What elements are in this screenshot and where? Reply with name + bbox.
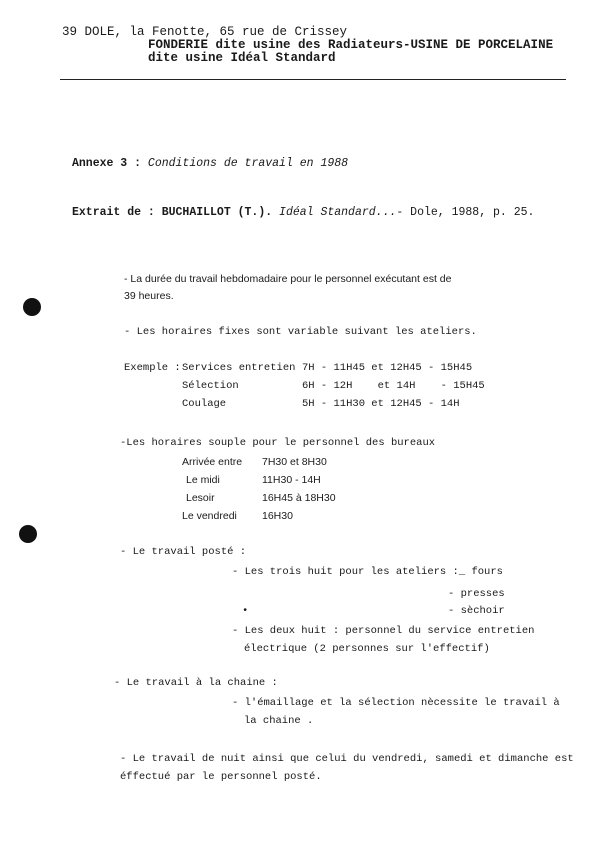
paragraph-flex-hours: -Les horaires souple pour le personnel des bureaux xyxy=(120,437,436,449)
presses-item: - presses xyxy=(448,588,505,600)
extract-suffix: - Dole, 1988, p. 25. xyxy=(396,206,535,219)
flex-row-hours: 7H30 et 8H30 xyxy=(262,456,327,468)
two-eight-line-1: - Les deux huit : personnel du service entretien xyxy=(232,625,535,637)
sechoir-item: - sèchoir xyxy=(448,605,505,617)
two-eight-line-2: électrique (2 personnes sur l'effectif) xyxy=(244,643,490,655)
annex-heading xyxy=(72,157,348,170)
chain-work-line-1: - l'émaillage et la sélection nècessite le travail à xyxy=(232,697,560,709)
flex-row-name: Le vendredi xyxy=(182,510,237,522)
posted-work-label: - Le travail posté : xyxy=(120,546,247,558)
punch-hole-bottom xyxy=(19,525,37,543)
chain-work-label: - Le travail à la chaine : xyxy=(114,677,278,689)
extract-prefix: Extrait de : BUCHAILLOT (T.). xyxy=(72,206,273,219)
extract-line xyxy=(72,206,534,219)
paragraph-duration-line-2: 39 heures. xyxy=(124,290,174,302)
chain-work-line-2: la chaine . xyxy=(244,715,314,727)
fixed-row-hours: 6H - 12H et 14H - 15H45 xyxy=(302,380,485,392)
header-line-1: 39 DOLE, la Fenotte, 65 rue de Crissey xyxy=(62,25,348,39)
flex-row-name: Le midi xyxy=(186,474,220,486)
annex-title: Conditions de travail en 1988 xyxy=(147,157,349,170)
paragraph-duration-line-1: - La durée du travail hebdomadaire pour le personnel exécutant est de xyxy=(124,273,452,285)
fixed-row-hours: 7H - 11H45 et 12H45 - 15H45 xyxy=(302,362,473,374)
example-label: Exemple : xyxy=(124,362,181,374)
header-line-2: FONDERIE dite usine des Radiateurs-USINE DE PORCELAINE xyxy=(148,38,554,52)
night-work-line-1: - Le travail de nuit ainsi que celui du vendredi, samedi et dimanche est xyxy=(120,753,574,765)
flex-row-hours: 16H30 xyxy=(262,510,293,522)
annex-label: Annexe 3 : xyxy=(72,157,142,170)
fixed-row-hours: 5H - 11H30 et 12H45 - 14H xyxy=(302,398,460,410)
flex-row-hours: 16H45 à 18H30 xyxy=(262,492,336,504)
header-rule xyxy=(60,79,566,80)
fixed-row-name: Coulage xyxy=(182,398,227,410)
punch-hole-top xyxy=(23,298,41,316)
flex-row-hours: 11H30 - 14H xyxy=(262,474,321,486)
fixed-row-name: Services entretien xyxy=(182,362,296,374)
flex-row-name: Arrivée entre xyxy=(182,456,243,468)
stray-mark: • xyxy=(242,605,249,617)
fixed-row-name: Sélection xyxy=(182,380,239,392)
night-work-line-2: éffectué par le personnel posté. xyxy=(120,771,322,783)
flex-row-name: Lesoir xyxy=(186,492,215,504)
paragraph-fixed-hours: - Les horaires fixes sont variable suivant les ateliers. xyxy=(124,326,477,338)
header-line-3: dite usine Idéal Standard xyxy=(148,51,336,65)
extract-work: Idéal Standard... xyxy=(279,206,397,219)
three-eight-line: - Les trois huit pour les ateliers :_ fours xyxy=(232,566,503,578)
